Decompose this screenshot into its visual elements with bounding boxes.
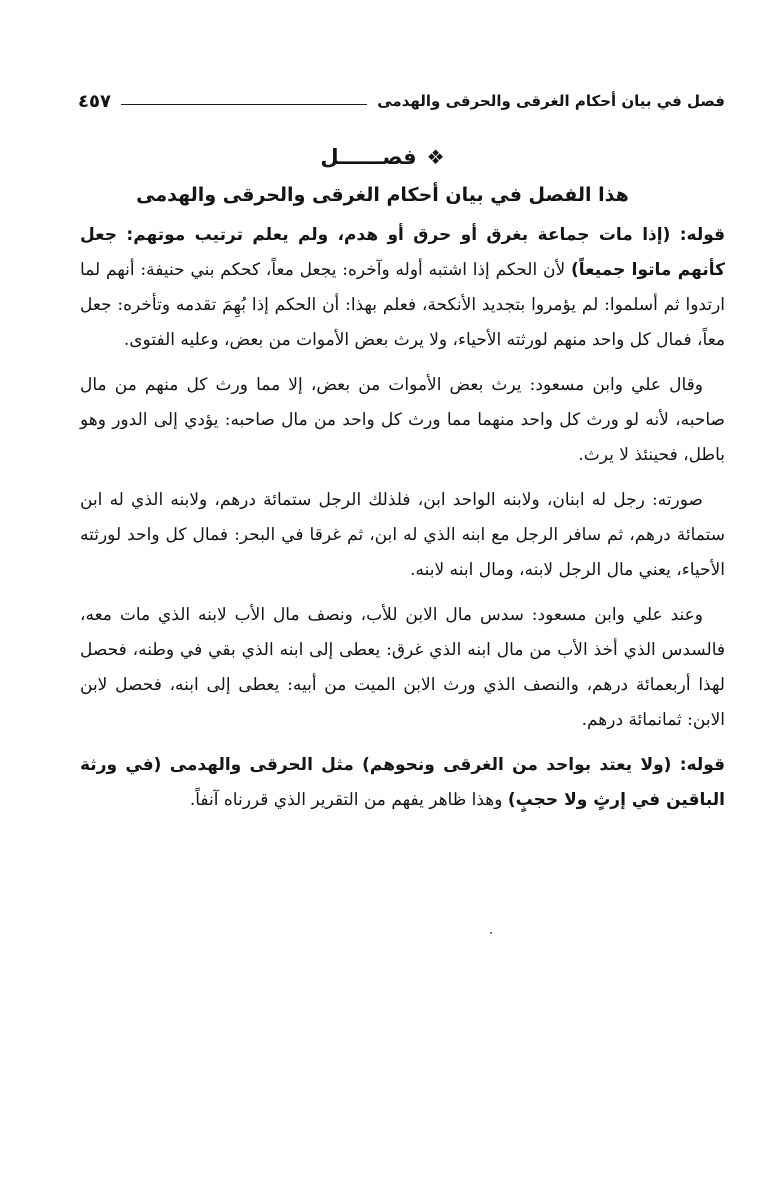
paragraph-5-lead: قوله: (ولا يعتد بواحد من الغرقى ونحوهم) مثل الحرقى والهدمى (في ورثة الباقين في إرثٍ ولا حجبٍ) [80,755,725,810]
section-heading [40,140,725,212]
paragraph-1-lead: قوله: (إذا مات جماعة بغرق أو حرق أو هدم، ولم يعلم ترتيب موتهم: جعل كأنهم ماتوا جميعاً) [80,225,725,280]
paragraph-3 [80,483,725,588]
running-header [78,86,725,116]
paragraph-5 [80,748,725,818]
paragraph-3-text: صورته: رجل له ابنان، ولابنه الواحد ابن، فلذلك الرجل ستمائة درهم، ولابنه الذي له ابن ستمائة درهم، ثم سافر الرجل مع ابنه الذي له ابن، ثم غرقا في البحر: فمال كل واحد لورثته الأحياء، يعني مال الرجل لابنه، ومال ابنه لابنه. [80,490,725,580]
body-text [80,218,725,828]
paragraph-5-text: وهذا ظاهر يفهم من التقرير الذي قررناه آنفاً. [189,790,508,810]
section-label-row [40,140,725,174]
paragraph-2-text: وقال علي وابن مسعود: يرث بعض الأموات من بعض، إلا مما ورث كل منهم من مال صاحبه، لأنه لو ورث كل واحد منهما مما ورث كل واحد من مال صاحبه: يؤدي إلى الدور وهو باطل، فحينئذ لا يرث. [80,375,725,465]
section-label: فصــــــل [320,145,417,169]
running-title: فصل في بيان أحكام الغرقى والحرقى والهدمى [377,92,725,110]
header-rule [121,104,367,105]
paragraph-4 [80,598,725,738]
section-subtitle: هذا الفصل في بيان أحكام الغرقى والحرقى والهدمى [136,184,629,206]
paragraph-1 [80,218,725,358]
paragraph-4-text: وعند علي وابن مسعود: سدس مال الابن للأب، ونصف مال الأب لابنه الذي مات معه، فالسدس الذي أخذ الأب من مال ابنه الذي غرق: يعطى إلى ابنه الذي بقي في وطنه، فحصل لهذا أربعمائة درهم، والنصف الذي ورث الابن الميت من أبيه: يعطى إلى ابنه، فحصل لابن الابن: ثمانمائة درهم. [80,605,725,730]
paragraph-2 [80,368,725,473]
page-number: ٤٥٧ [78,90,111,112]
scan-speck [490,932,492,934]
paragraph-1-text: لأن الحكم إذا اشتبه أوله وآخره: يجعل معاً، كحكم بني حنيفة: أنهم لما ارتدوا ثم أسلموا: لم يؤمروا بتجديد الأنكحة، فعلم بهذا: أن الحكم إذا بُهِمَ تقدمه وتأخره: جعل معاً، فمال كل واحد منهم لورثته الأحياء، ولا يرث بعض الأموات من بعض، وعليه الفتوى. [80,260,725,350]
ornament-icon: ❖ [426,145,445,169]
